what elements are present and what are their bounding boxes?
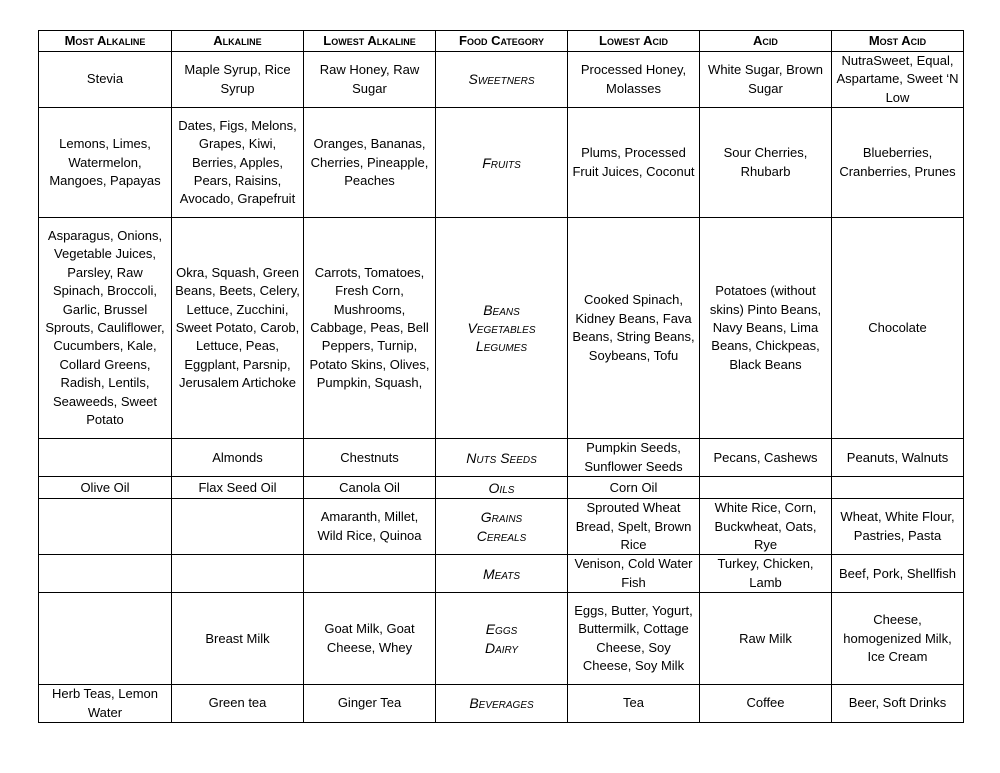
header-lowest-acid: Lowest Acid: [568, 31, 700, 52]
food-ph-table: [38, 30, 964, 723]
acid-cell: Coffee: [700, 685, 832, 723]
category-label: Fruits: [482, 154, 521, 171]
alkaline-cell: Maple Syrup, Rice Syrup: [172, 52, 304, 108]
table-row: [39, 555, 964, 593]
acid-cell: Raw Milk: [700, 593, 832, 685]
acid-cell: [700, 477, 832, 499]
category-label: Eggs: [485, 621, 518, 638]
acid-cell: Turkey, Chicken, Lamb: [700, 555, 832, 593]
category-cell: [436, 108, 568, 218]
header-alkaline: Alkaline: [172, 31, 304, 52]
category-cell: [436, 685, 568, 723]
most-alkaline-cell: [39, 593, 172, 685]
header-row: [39, 31, 964, 52]
lowest-alkaline-cell: Oranges, Bananas, Cherries, Pineapple, Peaches: [304, 108, 436, 218]
table-row: [39, 477, 964, 499]
table-row: [39, 685, 964, 723]
lowest-alkaline-cell: Ginger Tea: [304, 685, 436, 723]
acid-cell: White Rice, Corn, Buckwheat, Oats, Rye: [700, 499, 832, 555]
category-label: Cereals: [476, 527, 527, 544]
lowest-acid-cell: Tea: [568, 685, 700, 723]
category-label: Sweetners: [468, 71, 535, 88]
category-label: Vegetables: [467, 320, 536, 337]
category-cell: [436, 439, 568, 477]
alkaline-cell: Almonds: [172, 439, 304, 477]
lowest-alkaline-cell: Raw Honey, Raw Sugar: [304, 52, 436, 108]
category-cell: [436, 218, 568, 439]
table-row: [39, 218, 964, 439]
most-alkaline-cell: Lemons, Limes, Watermelon, Mangoes, Papayas: [39, 108, 172, 218]
header-food-category: Food Category: [436, 31, 568, 52]
alkaline-cell: Dates, Figs, Melons, Grapes, Kiwi, Berries, Apples, Pears, Raisins, Avocado, Grapefruit: [172, 108, 304, 218]
most-acid-cell: Blueberries, Cranberries, Prunes: [832, 108, 964, 218]
most-acid-cell: Peanuts, Walnuts: [832, 439, 964, 477]
category-cell: [436, 477, 568, 499]
most-alkaline-cell: [39, 499, 172, 555]
most-acid-cell: Beer, Soft Drinks: [832, 685, 964, 723]
lowest-alkaline-cell: Canola Oil: [304, 477, 436, 499]
category-cell: [436, 52, 568, 108]
most-alkaline-cell: [39, 555, 172, 593]
alkaline-cell: [172, 555, 304, 593]
alkaline-cell: Green tea: [172, 685, 304, 723]
most-acid-cell: Chocolate: [832, 218, 964, 439]
lowest-alkaline-cell: Carrots, Tomatoes, Fresh Corn, Mushrooms, Cabbage, Peas, Bell Peppers, Turnip, Potato Skins, Olives, Pumpkin, Squash,: [304, 218, 436, 439]
header-most-alkaline: Most Alkaline: [39, 31, 172, 52]
category-label: Dairy: [484, 639, 519, 656]
header-lowest-alkaline: Lowest Alkaline: [304, 31, 436, 52]
acid-cell: Potatoes (without skins) Pinto Beans, Navy Beans, Lima Beans, Chickpeas, Black Beans: [700, 218, 832, 439]
lowest-acid-cell: Processed Honey, Molasses: [568, 52, 700, 108]
most-alkaline-cell: Olive Oil: [39, 477, 172, 499]
lowest-acid-cell: Plums, Processed Fruit Juices, Coconut: [568, 108, 700, 218]
acid-cell: Pecans, Cashews: [700, 439, 832, 477]
most-acid-cell: Wheat, White Flour, Pastries, Pasta: [832, 499, 964, 555]
table-row: [39, 499, 964, 555]
most-acid-cell: Beef, Pork, Shellfish: [832, 555, 964, 593]
category-label: Beans: [483, 301, 520, 318]
lowest-alkaline-cell: Goat Milk, Goat Cheese, Whey: [304, 593, 436, 685]
most-acid-cell: NutraSweet, Equal, Aspartame, Sweet ‘N Low: [832, 52, 964, 108]
table-row: [39, 52, 964, 108]
table-row: [39, 593, 964, 685]
category-cell: [436, 499, 568, 555]
alkaline-cell: Okra, Squash, Green Beans, Beets, Celery, Lettuce, Zucchini, Sweet Potato, Carob, Lettuce, Peas, Eggplant, Parsnip, Jerusalem Artichoke: [172, 218, 304, 439]
category-label: Legumes: [475, 338, 528, 355]
category-label: Meats: [482, 565, 521, 582]
lowest-alkaline-cell: Chestnuts: [304, 439, 436, 477]
acid-cell: White Sugar, Brown Sugar: [700, 52, 832, 108]
lowest-alkaline-cell: Amaranth, Millet, Wild Rice, Quinoa: [304, 499, 436, 555]
table-row: [39, 108, 964, 218]
category-label: Oils: [488, 479, 515, 496]
lowest-acid-cell: Corn Oil: [568, 477, 700, 499]
alkaline-cell: Breast Milk: [172, 593, 304, 685]
table-body: [39, 52, 964, 723]
alkaline-cell: [172, 499, 304, 555]
most-acid-cell: Cheese, homogenized Milk, Ice Cream: [832, 593, 964, 685]
category-label: Nuts Seeds: [466, 449, 537, 466]
category-label: Grains: [480, 509, 523, 526]
most-acid-cell: [832, 477, 964, 499]
lowest-acid-cell: Sprouted Wheat Bread, Spelt, Brown Rice: [568, 499, 700, 555]
category-cell: [436, 593, 568, 685]
alkaline-cell: Flax Seed Oil: [172, 477, 304, 499]
header-most-acid: Most Acid: [832, 31, 964, 52]
lowest-acid-cell: Venison, Cold Water Fish: [568, 555, 700, 593]
lowest-acid-cell: Pumpkin Seeds, Sunflower Seeds: [568, 439, 700, 477]
lowest-alkaline-cell: [304, 555, 436, 593]
lowest-acid-cell: Cooked Spinach, Kidney Beans, Fava Beans, String Beans, Soybeans, Tofu: [568, 218, 700, 439]
most-alkaline-cell: Herb Teas, Lemon Water: [39, 685, 172, 723]
category-cell: [436, 555, 568, 593]
table-row: [39, 439, 964, 477]
most-alkaline-cell: [39, 439, 172, 477]
category-label: Beverages: [469, 695, 534, 712]
header-acid: Acid: [700, 31, 832, 52]
table-header: [39, 31, 964, 52]
most-alkaline-cell: Asparagus, Onions, Vegetable Juices, Parsley, Raw Spinach, Broccoli, Garlic, Brussel Sprouts, Cauliflower, Cucumbers, Kale, Collard Greens, Radish, Lentils, Seaweeds, Sweet Potato: [39, 218, 172, 439]
most-alkaline-cell: Stevia: [39, 52, 172, 108]
acid-cell: Sour Cherries, Rhubarb: [700, 108, 832, 218]
lowest-acid-cell: Eggs, Butter, Yogurt, Buttermilk, Cottage Cheese, Soy Cheese, Soy Milk: [568, 593, 700, 685]
